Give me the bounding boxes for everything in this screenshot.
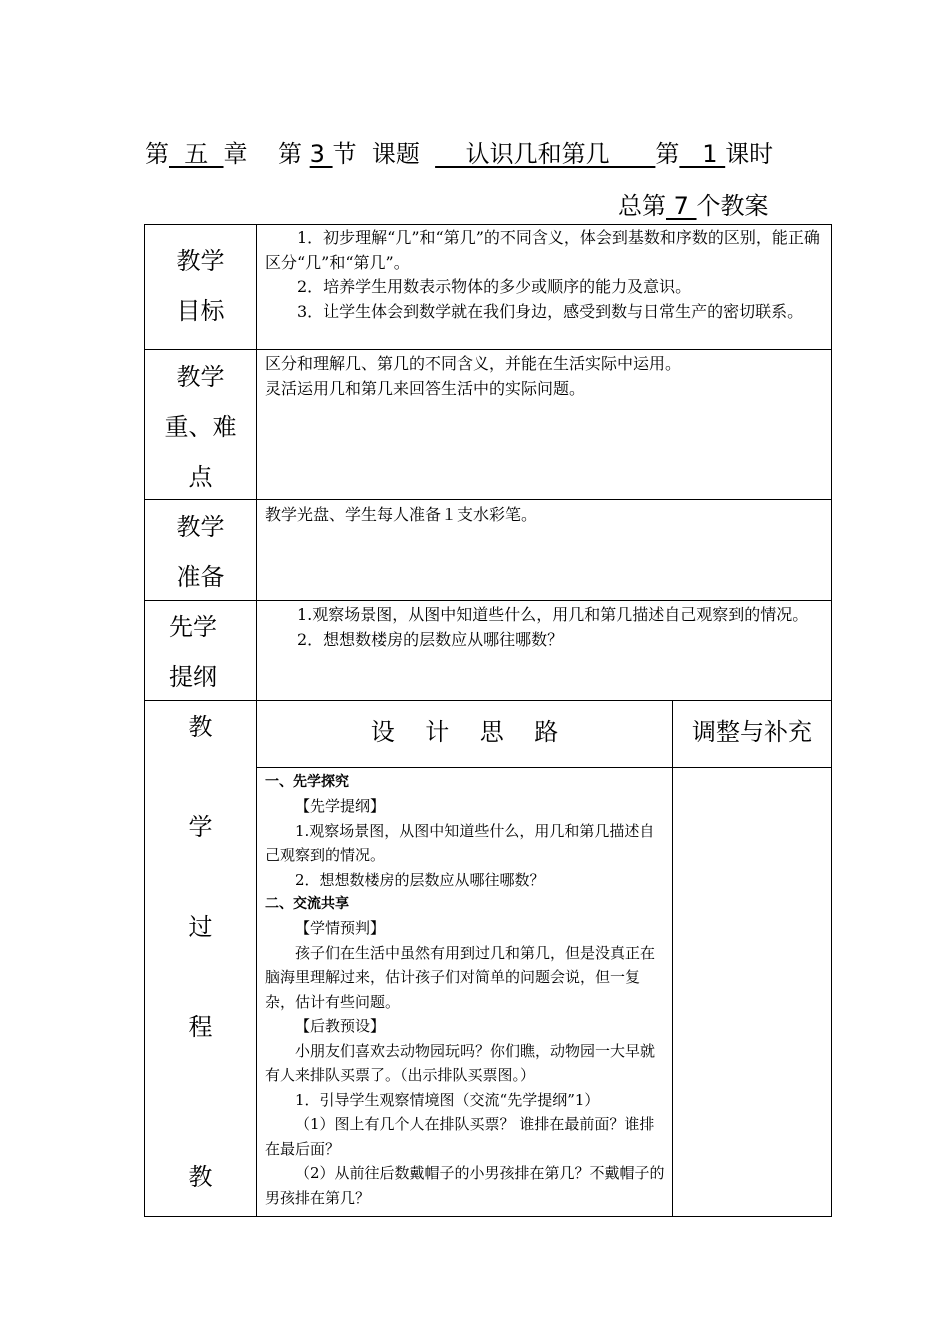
section-number: 3 — [309, 140, 333, 168]
goal-label — [145, 236, 256, 336]
section-title: 二、交流共享 — [265, 896, 349, 912]
header-text: 节 课题 — [332, 140, 436, 168]
goal-item: 1．初步理解“几”和“第几”的不同含义，体会到基数和序数的区别，能正确区分“几”和“第几”。 — [265, 228, 820, 272]
preparation-text: 教学光盘、学生每人准备１支水彩笔。 — [265, 505, 538, 524]
table-border — [144, 224, 832, 225]
label-text: 学 — [188, 813, 213, 841]
adjust-header: 调整与补充 — [692, 718, 812, 746]
outline-item: 1.观察场景图，从图中知道些什么，用几和第几描述自己观察到的情况。 — [297, 605, 809, 624]
design-header: 设 计 思 路 — [370, 718, 559, 746]
paragraph: （2）从前往后数戴帽子的小男孩排在第几？不戴帽子的男孩排在第几？ — [265, 1164, 665, 1207]
label-text: 教学 — [176, 513, 225, 541]
plan-number: 7 — [666, 192, 697, 220]
chapter-number: 五 — [169, 140, 224, 168]
label-text: 提纲 — [169, 663, 217, 691]
section-tag: 【先学提纲】 — [295, 797, 386, 815]
header-text: 第 — [247, 140, 310, 168]
key-points-label — [145, 352, 256, 502]
label-text: 先学 — [169, 613, 217, 641]
lesson-topic: 认识几和第几 — [435, 140, 656, 168]
goal-item: 3．让学生体会到数学就在我们身边，感受到数与日常生产的密切联系。 — [297, 301, 804, 321]
section-tag: 【学情预判】 — [295, 919, 386, 937]
paragraph: 2．想想数楼房的层数应从哪往哪数？ — [295, 870, 545, 889]
key-points-text — [265, 352, 827, 401]
row-divider — [144, 700, 832, 701]
goal-text — [265, 226, 827, 324]
key-point-item: 灵活运用几和第几来回答生活中的实际问题。 — [265, 378, 586, 398]
section-tag: 【后教预设】 — [295, 1017, 386, 1035]
header-text: 第 — [145, 140, 169, 168]
header-text: 总第 — [618, 192, 666, 220]
header-text: 课时 — [725, 140, 774, 168]
preparation-label — [145, 502, 256, 602]
design-content — [265, 770, 667, 1210]
label-text: 教 — [188, 1163, 213, 1191]
paragraph: 孩子们在生活中虽然有用到过几和第几，但是没真正在脑海里理解过来，估计孩子们对简单的问题会说，但一复杂，估计有些问题。 — [265, 943, 656, 1011]
section-title: 一、先学探究 — [265, 774, 349, 790]
label-text: 教学 — [176, 363, 225, 391]
outline-text — [265, 603, 827, 652]
goal-item: 2．培养学生用数表示物体的多少或顺序的能力及意识。 — [297, 277, 692, 296]
label-text: 教 — [188, 713, 213, 741]
key-point-item: 区分和理解几、第几的不同含义，并能在生活实际中运用。 — [265, 354, 682, 373]
label-text: 重、难 — [164, 413, 237, 441]
label-text: 教学 — [176, 247, 225, 275]
lesson-header-line2 — [618, 186, 769, 221]
header-text: 章 — [223, 140, 248, 168]
label-text: 程 — [188, 1013, 213, 1041]
label-text: 准备 — [176, 563, 225, 591]
outline-label — [145, 602, 241, 702]
table-border — [831, 224, 832, 1217]
paragraph: 1．引导学生观察情境图（交流“先学提纲”1） — [295, 1090, 600, 1109]
row-divider — [144, 349, 832, 350]
label-text: 目标 — [176, 297, 225, 325]
paragraph: 小朋友们喜欢去动物园玩吗？你们瞧，动物园一大早就有人来排队买票了。（出示排队买票图。） — [265, 1041, 656, 1084]
outline-item: 2．想想数楼房的层数应从哪往哪数？ — [297, 629, 564, 649]
table-border — [144, 1216, 832, 1217]
label-text: 点 — [188, 463, 213, 491]
lesson-header-line1 — [145, 134, 773, 169]
header-text: 个教案 — [696, 192, 769, 220]
period-number: 1 — [679, 140, 726, 168]
label-text: 过 — [188, 913, 213, 941]
header-text: 第 — [655, 140, 680, 168]
process-label — [145, 702, 256, 1202]
adjust-content — [673, 768, 831, 1216]
paragraph: 1.观察场景图，从图中知道些什么，用几和第几描述自己观察到的情况。 — [265, 821, 655, 864]
paragraph: （1）图上有几个人在排队买票？ 谁排在最前面？谁排在最后面？ — [265, 1115, 655, 1158]
